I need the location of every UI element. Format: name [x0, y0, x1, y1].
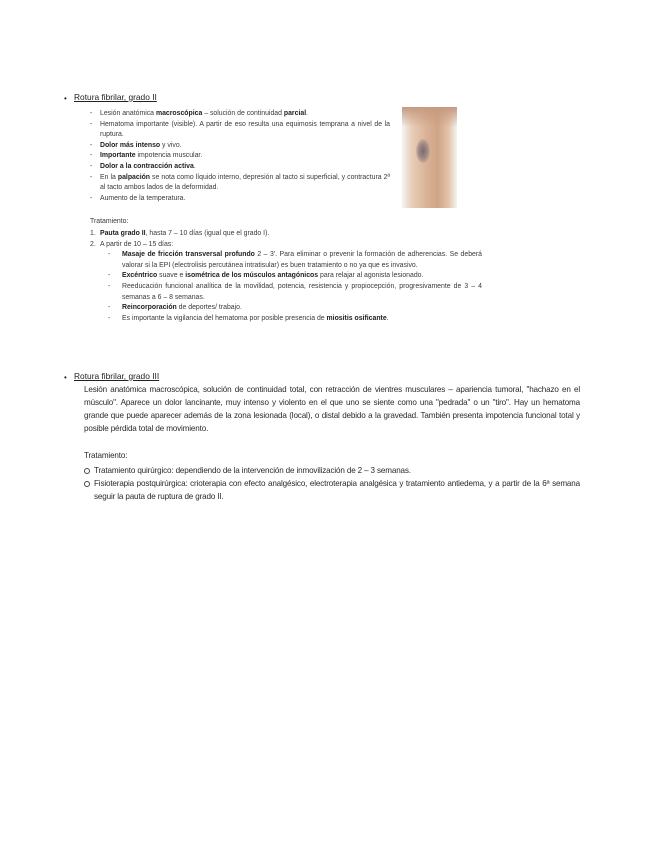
grade-3-treatment-list: [84, 464, 580, 503]
text-run: suave e: [157, 272, 186, 280]
bruise-mark: [416, 139, 430, 163]
bold-term: Dolor a la contracción activa: [100, 162, 194, 170]
list-item: [84, 477, 580, 503]
section-title-grade-2: Rotura fibrilar, grado II: [74, 92, 157, 102]
list-item: [90, 194, 390, 205]
bold-term: palpación: [117, 173, 151, 181]
bold-term: Pauta grado II: [100, 230, 146, 237]
step-number: 2.: [90, 240, 96, 248]
text-run: impotencia muscular.: [135, 152, 203, 160]
bold-term: Masaje de fricción transversal profundo: [122, 251, 255, 259]
section-bullet: •: [64, 94, 67, 103]
text-run: .: [193, 162, 196, 170]
text-run: – solución de continuidad: [202, 110, 284, 117]
circle-bullet-icon: [84, 481, 90, 487]
section-bullet: •: [64, 373, 67, 382]
bold-term: isométrica de los músculos antagónicos: [185, 272, 319, 280]
list-item: [90, 109, 390, 120]
text-run: En la: [100, 173, 118, 181]
treatment-list: [90, 229, 482, 324]
text-run: Lesión anatómica: [100, 110, 156, 117]
list-item: [108, 303, 482, 314]
section-title-grade-3: Rotura fibrilar, grado III: [74, 371, 160, 381]
treatment-label: Tratamiento:: [84, 451, 128, 460]
symptom-list: [90, 109, 390, 204]
text-run: Fisioterapia postquirúrgica: crioterapia con efecto analgésico, electroterapia analgésica y tratamiento antiedema, y a partir de la 6ª semana seguir la pauta de ruptura de grado II.: [94, 479, 580, 501]
text-run: .: [306, 110, 309, 117]
treatment-label: Tratamiento:: [90, 218, 129, 225]
text-run: .: [386, 314, 389, 322]
text-run: para relajar al agonista lesionado.: [318, 272, 424, 280]
treatment-substeps: [100, 250, 482, 324]
text-run: Tratamiento quirúrgico: dependiendo de la intervención de inmovilización de 2 – 3 semanas.: [94, 466, 411, 475]
text-run: Es importante la vigilancia del hematoma por posible presencia de: [122, 314, 327, 322]
list-item: [108, 250, 482, 271]
list-item: [108, 271, 482, 282]
text-run: de deportes/ trabajo.: [176, 304, 242, 312]
list-item: [90, 151, 390, 162]
treatment-step: [90, 229, 482, 240]
text-run: 2 – 3'. Para eliminar o prevenir la formación de adherencias. Se deberá valorar si la EPI (electrolisis percutánea intratisular) es buen tratamiento o no ya que es invasivo.: [122, 251, 482, 269]
text-run: Hematoma importante (visible). A partir de eso resulta una equimosis temprana a nivel de la ruptura.: [100, 120, 390, 139]
bold-term: macroscópica: [155, 110, 203, 117]
bold-term: Dolor más intenso: [100, 141, 161, 149]
bold-term: miositis osificante: [326, 314, 387, 322]
bold-term: parcial: [283, 110, 307, 117]
list-item: [90, 173, 390, 194]
text-run: se nota como líquido interno, depresión al tacto si superficial, y contractura 2ª al tacto ambos lados de la deformidad.: [100, 173, 390, 192]
list-item: [90, 162, 390, 173]
list-item: [108, 314, 482, 325]
treatment-step: [90, 240, 482, 325]
text-run: Reeducación funcional analítica de la movilidad, potencia, resistencia y propiocepción, progresivamente de 3 – 4 semanas a 6 – 8 semanas.: [122, 282, 482, 301]
bold-term: Importante: [100, 152, 136, 160]
list-item: [84, 464, 580, 477]
list-item: [108, 282, 482, 303]
list-item: [90, 120, 390, 141]
circle-bullet-icon: [84, 468, 90, 474]
grade-3-description: Lesión anatómica macroscópica, solución de continuidad total, con retracción de vientres musculares – apariencia tumoral, "hachazo en el músculo". Aparece un dolor lancinante, muy intenso y violento en el que uno se siente como una "pedrada" o un "tiro". Hay un hematoma grande que puede aparecer además de la zona lesionada (local), o distal debido a la gravedad. También presenta impotencia funcional total y posible pérdida total de movimiento.: [84, 385, 580, 433]
muscle-injury-photo: [402, 107, 457, 208]
text-run: y vivo.: [160, 141, 182, 149]
bold-term: Reincorporación: [122, 304, 177, 312]
text-run: A partir de 10 – 15 días:: [100, 240, 174, 248]
text-run: Aumento de la temperatura.: [100, 194, 186, 202]
step-number: 1.: [90, 230, 96, 237]
list-item: [90, 141, 390, 152]
text-run: , hasta 7 – 10 días (igual que el grado I).: [145, 230, 270, 237]
bold-term: Excéntrico: [122, 272, 158, 280]
